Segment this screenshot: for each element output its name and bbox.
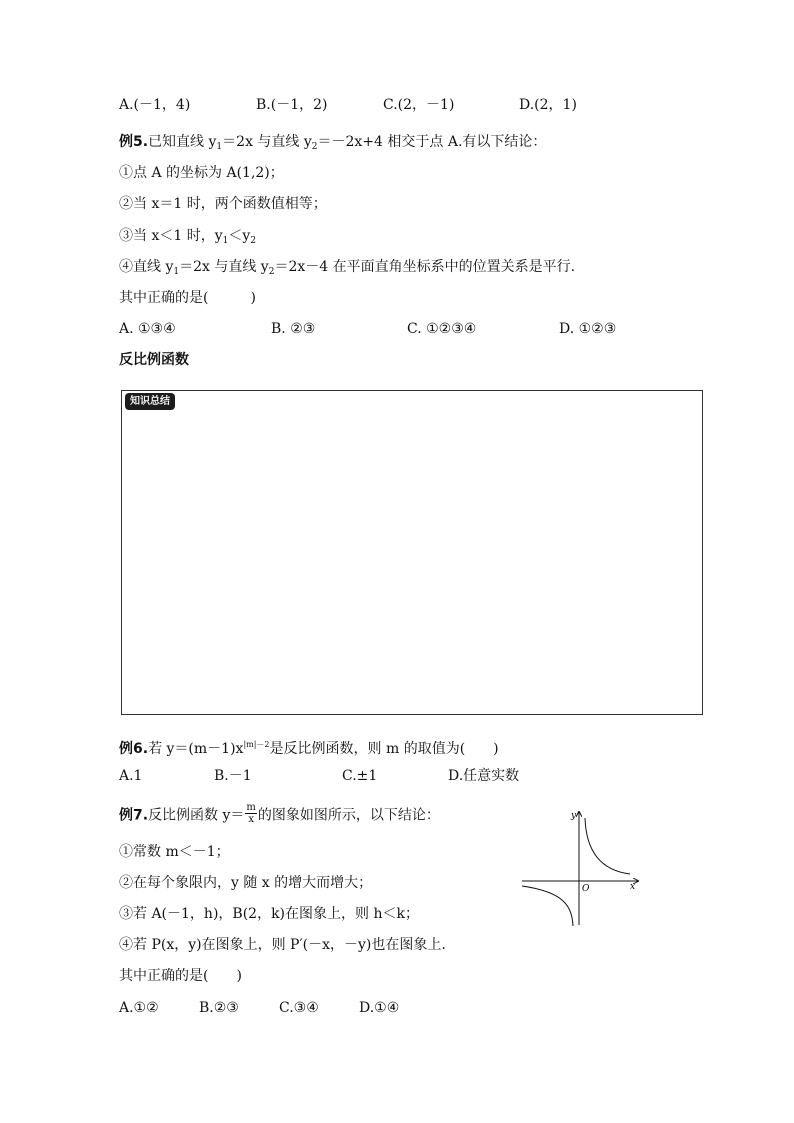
ex5-label: 例5. [119,134,149,150]
ex7-option-d: D.①④ [359,1000,400,1016]
ex7-option-b: B.②③ [199,1000,239,1016]
ex5-conclusion-2: ②当 x＝1 时，两个函数值相等； [119,196,327,212]
q4-option-c: C.(2，－1) [383,97,455,113]
ex5-option-b: B. ②③ [271,321,316,337]
q4-option-d: D.(2，1) [519,97,577,113]
ex7-conclusion-2: ②在每个象限内，y 随 x 的增大而增大； [119,875,373,891]
ex5-option-d: D. ①②③ [559,321,617,337]
fraction-m-over-x: $\frac{m}{x}$ [246,802,256,825]
ex7-option-c: C.③④ [279,1000,319,1016]
ex5-stem: 例5.已知直线 $y_1=2x$ 与直线 $y_2=-2x+4$ 相交于点 A.有以下结论： [119,134,547,152]
knowledge-summary-box [121,390,703,715]
ex7-stem: 例7.反比例函数 y＝ $\frac{m}{x}$ 的图象如图所示，以下结论： [119,802,440,825]
ex5-conclusion-4: ④直线 $y_1=2x$ 与直线 $y_2=2x-4$ 在平面直角坐标系中的位置关系是平行. [119,259,576,277]
ex5-option-c: C. ①②③④ [407,321,477,337]
y-axis-label: y [571,811,577,821]
ex7-conclusion-3: ③若 A(－1，h)，B(2，k)在图象上，则 h＜k； [119,906,419,922]
ex7-conclusion-1: ①常数 m＜－1； [119,844,230,860]
ex7-label: 例7. [119,807,149,824]
knowledge-badge: 知识总结 [125,393,175,410]
hyperbola-branch-third-quadrant [522,886,573,926]
section-title: 反比例函数 [119,352,189,368]
ex6-option-b: B.－1 [214,768,252,784]
ex5-conclusion-3: ③当 x＜1 时，$y_1<y_2$ [119,228,257,246]
ex6-option-c: C.±1 [342,768,378,784]
hyperbola-graph [520,808,642,928]
hyperbola-branch-first-quadrant [585,818,630,874]
ex6-option-a: A.1 [119,768,143,784]
ex6-label: 例6. [119,741,149,757]
ex5-option-a: A. ①③④ [119,321,176,337]
ex5-question: 其中正确的是( ) [119,290,256,306]
ex7-conclusion-4: ④若 P(x，y)在图象上，则 P′(－x，－y)也在图象上. [119,937,446,953]
q4-option-b: B.(－1，2) [256,97,328,113]
ex7-option-a: A.①② [119,1000,159,1016]
ex6-option-d: D.任意实数 [448,768,520,784]
ex6-options [119,766,679,786]
ex5-conclusion-1: ①点 A 的坐标为 A(1,2)； [119,165,284,181]
q4-options [119,95,679,115]
ex6-stem: 例6.若 $y=(m-1)x^{|m|-2}$是反比例函数，则 m 的取值为( ) [119,740,499,757]
ex7-options [119,998,679,1018]
q4-option-a: A.(－1，4) [119,97,191,113]
origin-label: O [582,884,590,894]
ex7-question: 其中正确的是( ) [119,968,242,984]
ex5-options [119,319,679,339]
x-axis-label: x [630,882,636,892]
